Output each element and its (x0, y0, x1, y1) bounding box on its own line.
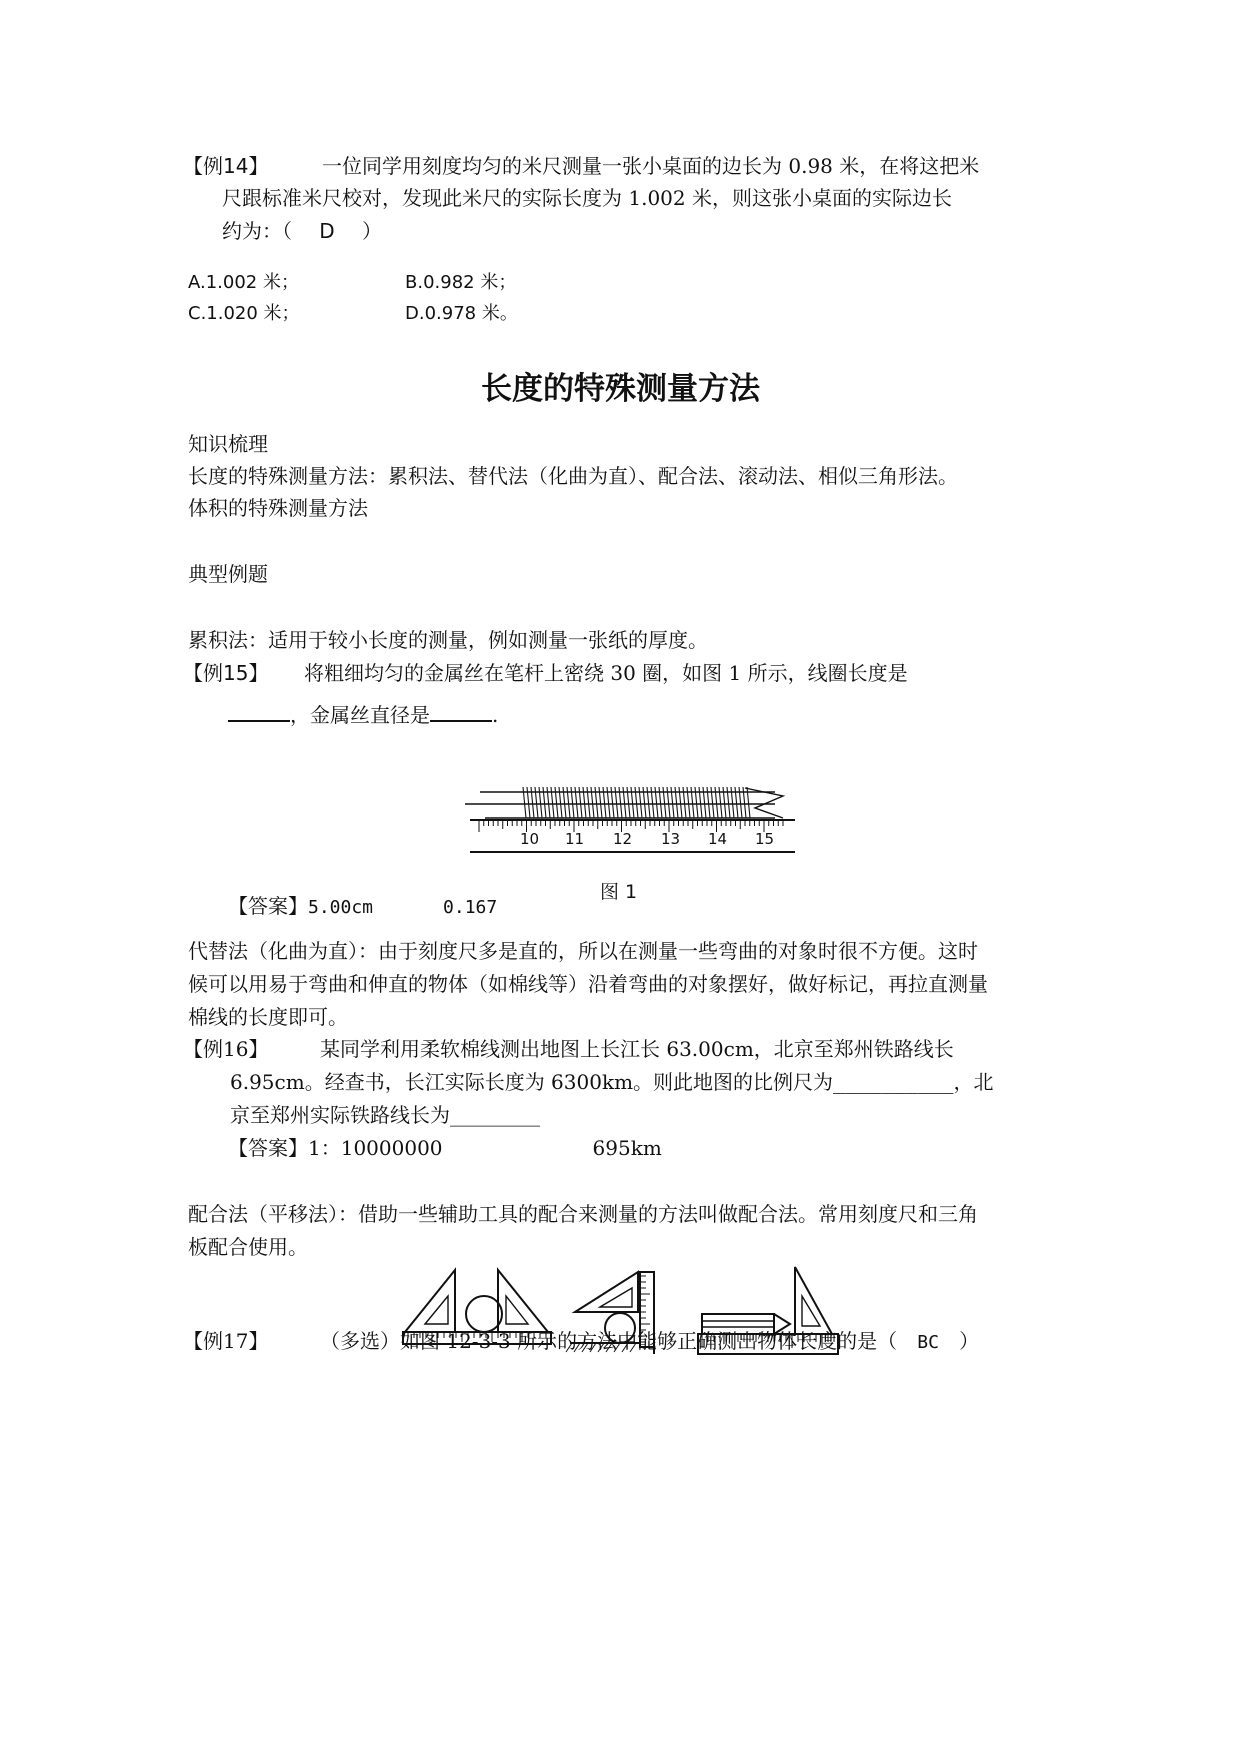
tick-label-13: 13 (661, 830, 681, 848)
example-16-line-1: 某同学利用柔软棉线测出地图上长江长 63.00cm，北京至郑州铁路线长 (320, 1037, 954, 1061)
option-b: B.0.982 米； (405, 272, 517, 293)
typical-heading: 典型例题 (188, 562, 268, 586)
cooperate-line-2: 板配合使用。 (188, 1235, 308, 1259)
tick-label-15: 15 (755, 830, 775, 848)
example-15-answer (228, 895, 497, 919)
example-16-line-2 (230, 1071, 993, 1094)
wire-diameter-blank[interactable] (430, 702, 492, 722)
example-14-line-3-prefix: 约为：（ (222, 219, 292, 243)
example-14-tag: 【例14】 (183, 154, 269, 178)
example-17-answer: BC (917, 1332, 939, 1353)
knowledge-heading: 知识梳理 (188, 432, 268, 456)
option-d: D.0.978 米。 (405, 303, 518, 324)
answer-value-2: 0.167 (443, 897, 498, 918)
example-16-line-3: 京至郑州实际铁路线长为_________ (230, 1103, 540, 1127)
answer-value-1: 5.00cm (308, 897, 374, 918)
example-14-answer: D (319, 219, 335, 243)
example-15-line-2-end: . (492, 703, 499, 727)
example-16-line-2-a: 6.95cm。经查书，长江实际长度为 6300km。则此地图的比例尺为 (230, 1070, 834, 1094)
answer-tag: 【答案】 (228, 1136, 308, 1160)
substitute-line-1: 代替法（化曲为直）：由于刻度尺多是直的，所以在测量一些弯曲的对象时很不方便。这时 (188, 939, 978, 963)
substitute-line-2: 候可以用易于弯曲和伸直的物体（如棉线等）沿着弯曲的对象摆好，做好标记，再拉直测量 (188, 972, 988, 996)
section-title: 长度的特殊测量方法 (481, 371, 760, 407)
example-14-line-3 (222, 220, 382, 243)
knowledge-line-1: 长度的特殊测量方法：累积法、替代法（化曲为直）、配合法、滚动法、相似三角形法。 (188, 464, 958, 488)
knowledge-line-2: 体积的特殊测量方法 (188, 496, 368, 520)
example-15-line-1: 将粗细均匀的金属丝在笔杆上密绕 30 圈，如图 1 所示，线圈长度是 (304, 661, 908, 685)
example-14-line-2: 尺跟标准米尺校对，发现此米尺的实际长度为 1.002 米，则这张小桌面的实际边长 (222, 186, 952, 210)
scale-blank[interactable]: __________ (833, 1070, 954, 1094)
example-16-tag: 【例16】 (183, 1037, 269, 1061)
answer-value-2: 695km (592, 1136, 662, 1160)
tick-label-10: 10 (520, 830, 540, 848)
tick-label-11: 11 (565, 830, 585, 848)
substitute-line-3: 棉线的长度即可。 (188, 1005, 348, 1029)
example-14-line-3-suffix: ） (362, 219, 382, 243)
example-15-line-2 (228, 702, 498, 727)
example-15-line-2-mid: ，金属丝直径是 (290, 703, 430, 727)
coil-length-blank[interactable] (228, 702, 290, 722)
example-14-line-1: 一位同学用刻度均匀的米尺测量一张小桌面的边长为 0.98 米，在将这把米 (322, 154, 980, 178)
example-17-question: （多选）如图 12-3-3 所示的方法中能够正确测出物体长度的是（ (320, 1329, 898, 1353)
accumulate-intro: 累积法：适用于较小长度的测量，例如测量一张纸的厚度。 (188, 628, 708, 652)
figure-1-caption: 图 1 (600, 881, 638, 903)
tick-label-12: 12 (613, 830, 633, 848)
example-17-tag: 【例17】 (183, 1329, 269, 1353)
option-c: C.1.020 米； (188, 303, 300, 324)
example-16-line-2-b: ，北 (953, 1070, 994, 1094)
example-17-text (320, 1330, 979, 1354)
figure-1-coil-ruler (465, 778, 805, 854)
example-15-tag: 【例15】 (183, 661, 269, 685)
answer-tag: 【答案】 (228, 894, 308, 918)
answer-value-1: 1：10000000 (308, 1136, 443, 1160)
example-17-suffix: ） (959, 1329, 980, 1353)
cooperate-line-1: 配合法（平移法）：借助一些辅助工具的配合来测量的方法叫做配合法。常用刻度尺和三角 (188, 1202, 978, 1226)
option-a: A.1.002 米； (188, 272, 299, 293)
example-16-answer (228, 1137, 662, 1160)
tick-label-14: 14 (708, 830, 728, 848)
